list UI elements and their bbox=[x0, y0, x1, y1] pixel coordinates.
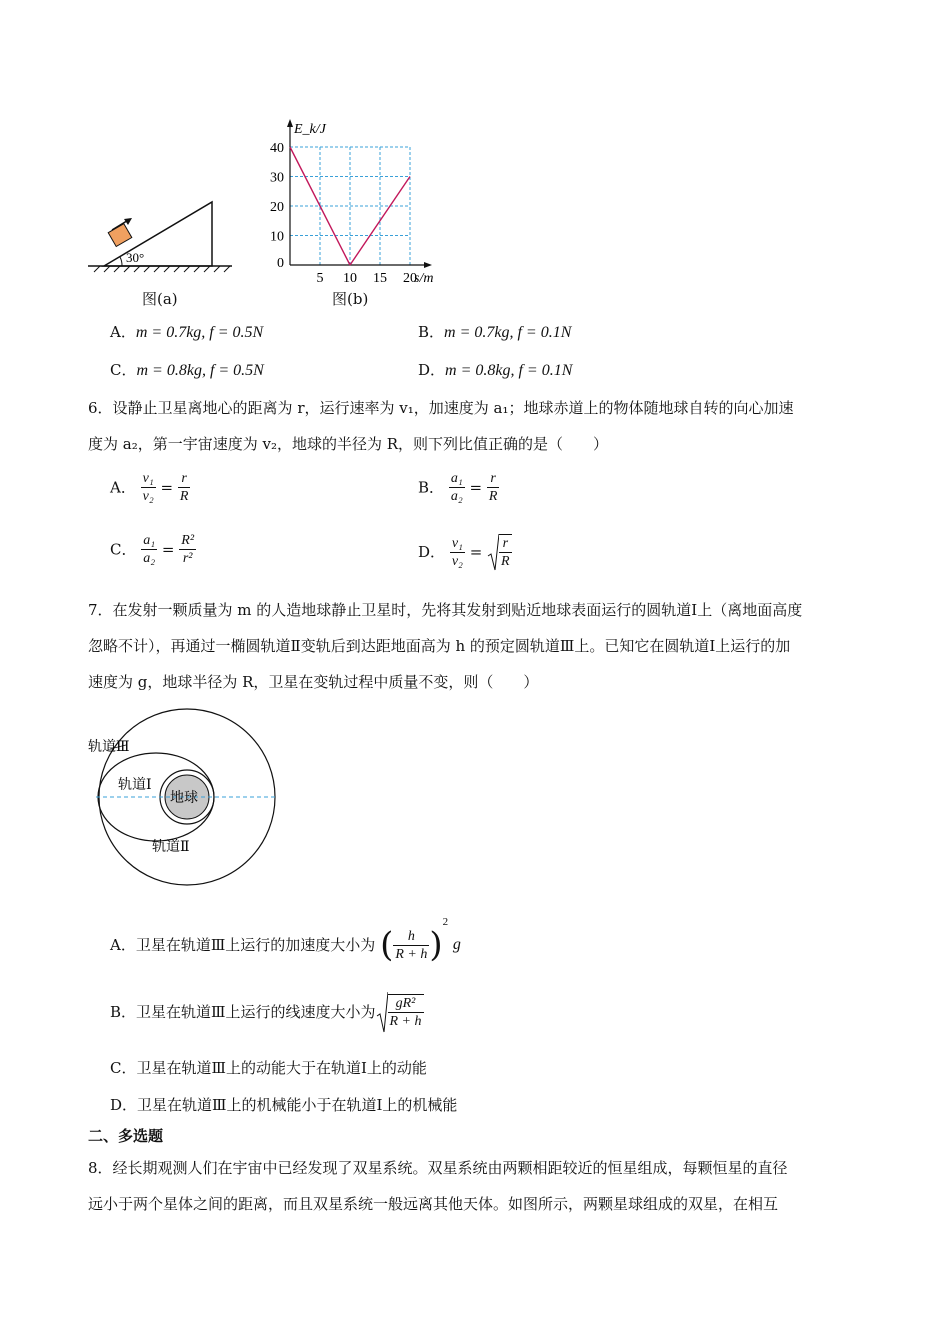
x-tick-label: 15 bbox=[373, 271, 387, 286]
x-tick-label: 10 bbox=[343, 271, 357, 286]
orbit-3-label: 轨道Ⅲ bbox=[88, 740, 130, 755]
sqrt-sign: $\frac{\text{gR²}}{R + h}$ bbox=[376, 990, 424, 1034]
q5-option-b: B．m = 0.7kg, f = 0.1N bbox=[418, 323, 572, 341]
q7-stem: 7．在发射一颗质量为 m 的人造地球静止卫星时，先将其发射到贴近地球表面运行的圆轨道Ⅰ上（离地面高度 忽略不计），再通过一椭圆轨道Ⅱ变轨后到达距地面高为 h 的预定圆轨道Ⅲ上。已知它在圆轨道Ⅰ上运行的加 速度为 g，地球半径为 R，卫星在变轨过程中质量不变，则（ ） bbox=[88, 601, 803, 691]
q5-option-d: D．m = 0.8kg, f = 0.1N bbox=[418, 361, 573, 379]
q6-option-a: A． $\frac{\text{v₁}}{\text{v₂}}$ = $\frac{r}{R}$ bbox=[110, 471, 189, 504]
y-axis-label: E_k/J bbox=[294, 122, 326, 137]
y-tick-label: 40 bbox=[270, 141, 284, 156]
figure-b-caption: 图(b) bbox=[332, 290, 369, 308]
x-tick-label: 20 bbox=[403, 271, 417, 286]
q7-option-b: B．卫星在轨道Ⅲ上运行的线速度大小为 $\frac{\text{gR²}}{R + h}$ bbox=[110, 990, 424, 1034]
earth-label: 地球 bbox=[170, 791, 198, 806]
section-heading: 二、多选题 bbox=[88, 1127, 164, 1145]
block bbox=[108, 224, 132, 247]
q8-stem: 8．经长期观测人们在宇宙中已经发现了双星系统。双星系统由两颗相距较近的恒星组成，每颗恒星的直径 远小于两个星体之间的距离，而且双星系统一般远离其他天体。如图所示，两颗星球组成的双星，在相互 bbox=[88, 1159, 788, 1213]
x-axis-arrow bbox=[424, 262, 432, 268]
y-tick-label: 0 bbox=[277, 256, 284, 271]
q7-option-d: D．卫星在轨道Ⅲ上的机械能小于在轨道Ⅰ上的机械能 bbox=[110, 1096, 458, 1114]
q5-option-c: C．m = 0.8kg, f = 0.5N bbox=[110, 361, 264, 379]
y-tick-label: 10 bbox=[270, 229, 284, 245]
x-axis-label: s/m bbox=[414, 271, 434, 286]
q5-option-a: A．m = 0.7kg, f = 0.5N bbox=[110, 323, 264, 341]
figure-a-caption: 图(a) bbox=[142, 290, 178, 308]
q6-option-b: B． $\frac{\text{a₁}}{\text{a₂}}$ = $\frac{r}{R}$ bbox=[418, 471, 498, 504]
orbit-1-label: 轨道Ⅰ bbox=[118, 778, 152, 793]
x-tick-label: 5 bbox=[316, 271, 324, 286]
q6-option-c: C． $\frac{\text{a₁}}{\text{a₂}}$ = $\frac{\text{R²}}{\text{r²}}$ bbox=[110, 533, 195, 566]
y-axis-arrow bbox=[287, 119, 293, 127]
orbit-figure bbox=[82, 705, 282, 895]
figure-b-chart bbox=[260, 115, 460, 290]
angle-label: 30° bbox=[126, 250, 145, 265]
q6-stem: 6．设静止卫星离地心的距离为 r，运行速率为 v₁，加速度为 a₁；地球赤道上的物体随地球自转的向心加速 度为 a₂，第一宇宙速度为 v₂，地球的半径为 R，则下列比值正确的是（ ） bbox=[88, 399, 794, 453]
q7-option-c: C．卫星在轨道Ⅲ上的动能大于在轨道Ⅰ上的动能 bbox=[110, 1059, 427, 1077]
sqrt-sign: $\frac{r}{R}$ bbox=[487, 532, 512, 572]
q6-option-d: D． $\frac{\text{v₁}}{\text{v₂}}$ = $\frac{r}{R}$ bbox=[418, 532, 512, 572]
orbit-2-label: 轨道Ⅱ bbox=[152, 840, 190, 855]
y-tick-label: 20 bbox=[270, 200, 284, 215]
y-tick-label: 30 bbox=[270, 170, 284, 186]
q7-option-a: A．卫星在轨道Ⅲ上运行的加速度大小为 ( $\frac{h}{R + h}$ )$^2$ g bbox=[110, 916, 461, 965]
